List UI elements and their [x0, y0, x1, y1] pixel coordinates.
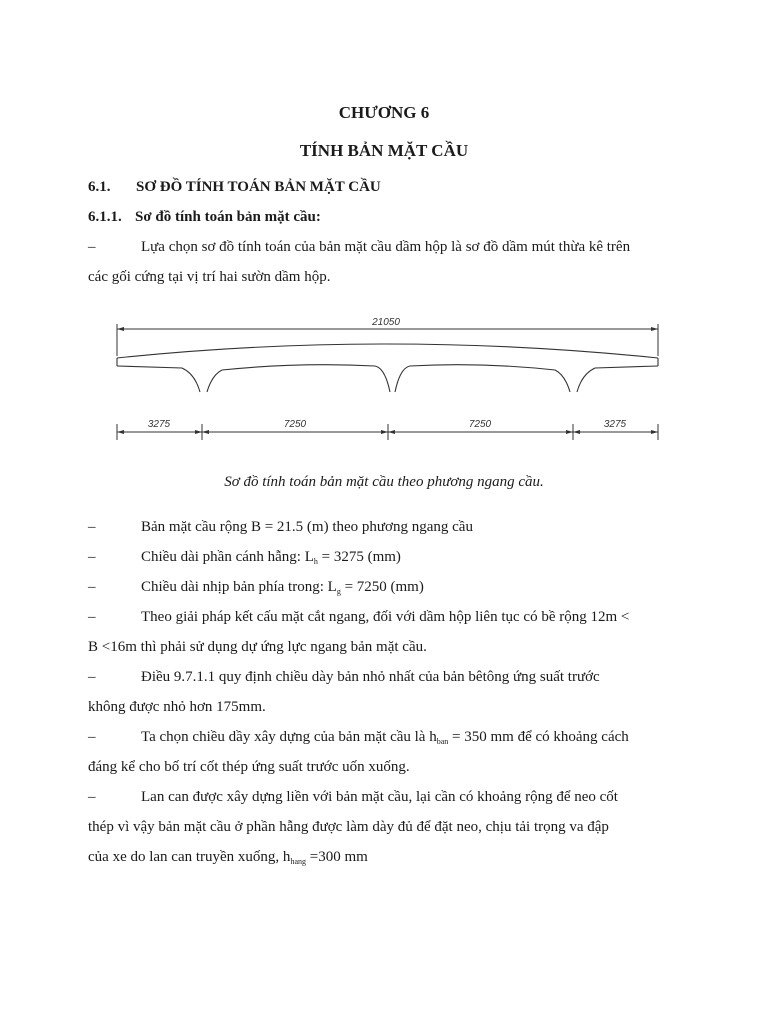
- dim-label-right-inner: 7250: [468, 419, 492, 430]
- list-item: – Ta chọn chiều dầy xây dựng của bản mặt cầu là $h_{ban} = 350$ mm để có khoảng cách: [88, 722, 678, 752]
- item-prestress-line-2: B <16m thì phải sử dụng dự ứng lực ngang bản mặt cầu.: [88, 639, 427, 655]
- item-width: Bản mặt cầu rộng B = 21.5 (m) theo phương ngang cầu: [141, 519, 473, 535]
- subsection-number: 6.1.1.: [88, 209, 122, 225]
- subsection-text: Sơ đồ tính toán bản mặt cầu:: [135, 209, 321, 225]
- list-item: – Lan can được xây dựng liền với bản mặt cầu, lại cần có khoảng rộng để neo cốt: [88, 782, 678, 812]
- item-rule-line-1: Điều 9.7.1.1 quy định chiều dày bản nhỏ nhất của bản bêtông ứng suất trước: [141, 669, 600, 685]
- bullet-dash: –: [88, 239, 96, 255]
- item-cantilever: Chiều dài phần cánh hẫng: $L_h = 3275$ (mm): [141, 549, 401, 566]
- item-inner-span: Chiều dài nhịp bản phía trong: $L_g = 7250$ (mm): [141, 579, 424, 596]
- list-item: – Điều 9.7.1.1 quy định chiều dày bản nhỏ nhất của bản bêtông ứng suất trước: [88, 662, 678, 692]
- dim-label-left-inner: 7250: [283, 419, 307, 430]
- item-prestress-line-1: Theo giải pháp kết cấu mặt cắt ngang, đối với dầm hộp liên tục có bề rộng 12m <: [141, 609, 630, 625]
- list-item: – Chiều dài phần cánh hẫng: $L_h = 3275$ (mm): [88, 542, 678, 572]
- section-text: SƠ ĐỒ TÍNH TOÁN BẢN MẶT CẦU: [136, 179, 381, 195]
- left-cantilever-soffit: [117, 366, 200, 392]
- figure-caption: Sơ đồ tính toán bản mặt cầu theo phương ngang cầu.: [224, 474, 544, 490]
- intro-line-2: các gối cứng tại vị trí hai sườn dầm hộp.: [88, 269, 331, 285]
- list-item: – Theo giải pháp kết cấu mặt cắt ngang, đối với dầm hộp liên tục có bề rộng 12m <: [88, 602, 678, 632]
- left-inner-soffit: [207, 365, 390, 392]
- item-choose-line-1: Ta chọn chiều dầy xây dựng của bản mặt cầu là $h_{ban} = 350$ mm để có khoảng cách: [141, 729, 629, 746]
- list-item: – Chiều dài nhịp bản phía trong: $L_g = 7250$ (mm): [88, 572, 678, 602]
- total-dimension-label: 21050: [372, 317, 400, 328]
- item-choose-line-2: đáng kể cho bố trí cốt thép ứng suất trước uốn xuống.: [88, 759, 410, 775]
- dim-label-right-cantilever: 3275: [603, 419, 627, 430]
- chapter-title: TÍNH BẢN MẶT CẦU: [299, 141, 469, 160]
- item-rail-line-3: của xe do lan can truyền xuống, $h_{hang} =300$ mm: [88, 849, 368, 866]
- items-list: [88, 512, 678, 872]
- dim-label-left-cantilever: 3275: [147, 419, 171, 430]
- deck-top-surface: [117, 344, 658, 358]
- chapter-number: CHƯƠNG 6: [338, 103, 430, 122]
- section-number: 6.1.: [88, 179, 111, 195]
- item-rail-line-1: Lan can được xây dựng liền với bản mặt cầu, lại cần có khoảng rộng để neo cốt: [141, 789, 618, 805]
- list-item: – Bản mặt cầu rộng B = 21.5 (m) theo phương ngang cầu: [88, 512, 678, 542]
- item-rail-line-2: thép vì vậy bản mặt cầu ở phần hẫng được làm dày đủ để đặt neo, chịu tải trọng va đập: [88, 819, 609, 835]
- item-rule-line-2: không được nhỏ hơn 175mm.: [88, 699, 266, 715]
- right-inner-soffit: [395, 365, 570, 392]
- right-cantilever-soffit: [577, 366, 658, 392]
- intro-line-1: Lựa chọn sơ đồ tính toán của bản mặt cầu dầm hộp là sơ đồ dầm mút thừa kê trên: [141, 239, 631, 255]
